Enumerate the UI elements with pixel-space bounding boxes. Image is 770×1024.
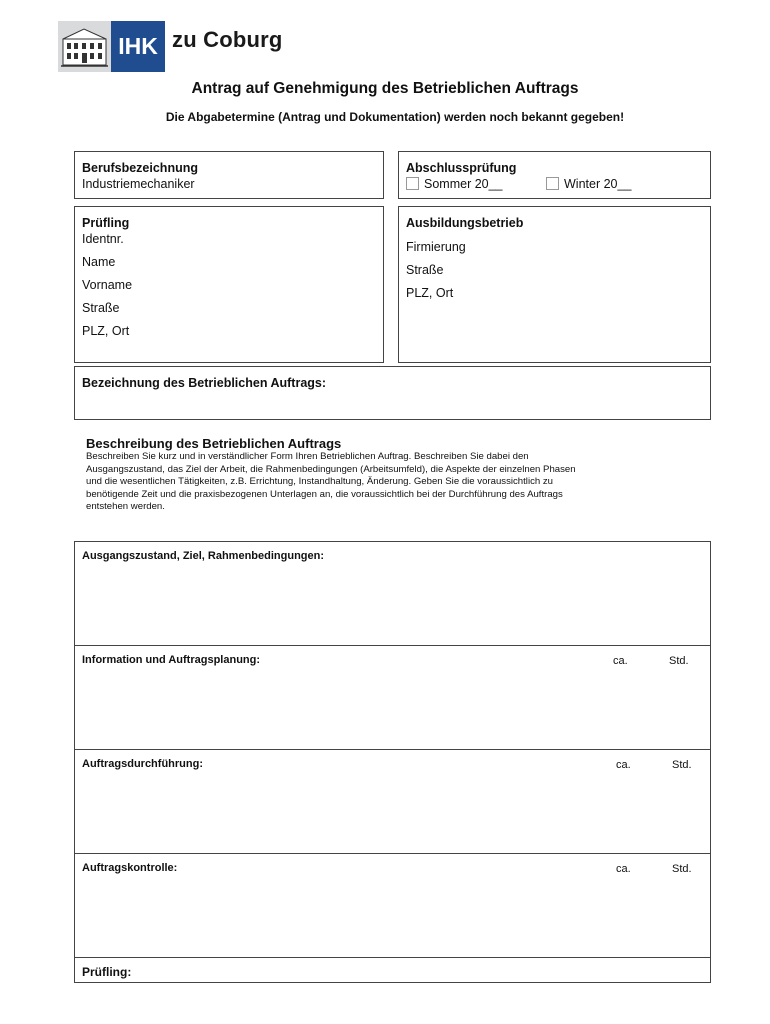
winter-option[interactable]: [546, 177, 631, 191]
section-kontrolle[interactable]: [75, 854, 710, 958]
beschreibung-text: [86, 451, 706, 514]
section-information[interactable]: [75, 646, 710, 750]
beschreibung-line: entstehen werden.: [86, 501, 165, 513]
beruf-label: Berufsbezeichnung: [82, 161, 198, 175]
footer-pruefling[interactable]: [75, 958, 710, 982]
ca-label: ca.: [616, 759, 631, 771]
building-logo-icon: [58, 21, 111, 72]
winter-checkbox[interactable]: [546, 177, 559, 190]
pruefling-field-strasse[interactable]: Straße: [82, 301, 120, 315]
pruefung-box: [398, 151, 711, 199]
page-subtitle: Die Abgabetermine (Antrag und Dokumentation) werden noch bekannt gegeben!: [165, 110, 625, 124]
betrieb-field-plz-ort[interactable]: PLZ, Ort: [406, 286, 454, 300]
pruefling-box: [74, 206, 384, 363]
beschreibung-line: Ausgangszustand, das Ziel der Arbeit, die Rahmenbedingungen (Arbeitsumfeld), die Aspekte der einzelnen Phasen: [86, 463, 576, 475]
sections-table: [74, 541, 711, 983]
beschreibung-line: benötigende Zeit und die praxisbezogenen Unterlagen an, die voraussichtlich bei der Durchführung des Auftrags: [86, 488, 563, 500]
ca-label: ca.: [616, 863, 631, 875]
beschreibung-line: Beschreiben Sie kurz und in verständlicher Form Ihren Betrieblichen Auftrag. Beschreiben Sie dabei den: [86, 451, 529, 462]
beruf-box: [74, 151, 384, 199]
pruefling-field-vorname[interactable]: Vorname: [82, 278, 133, 292]
page-title: Antrag auf Genehmigung des Betrieblichen Auftrags: [191, 80, 579, 97]
std-label: Std.: [672, 863, 692, 875]
pruefling-field-plz-ort[interactable]: PLZ, Ort: [82, 324, 130, 338]
summer-checkbox[interactable]: [406, 177, 419, 190]
pruefling-field-name[interactable]: Name: [82, 255, 116, 269]
betrieb-label: Ausbildungsbetrieb: [406, 216, 524, 230]
beschreibung-line: und die wesentlichen Tätigkeiten, z.B. Errichtung, Instandhaltung, Änderung. Geben Sie die voraussichtlich zu: [86, 476, 554, 488]
org-name: zu Coburg: [172, 27, 283, 52]
summer-label: Sommer 20__: [424, 177, 503, 191]
pruefling-field-identnr[interactable]: Identnr.: [82, 232, 124, 246]
std-label: Std.: [669, 655, 689, 667]
pruefling-label: Prüfling: [82, 216, 130, 230]
betrieb-field-strasse[interactable]: Straße: [406, 263, 444, 277]
betrieb-field-firmierung[interactable]: Firmierung: [406, 240, 466, 254]
winter-label: Winter 20__: [564, 177, 632, 191]
auftrag-box[interactable]: [74, 366, 711, 420]
ihk-logo-badge: IHK: [111, 21, 165, 72]
section-durchfuehrung[interactable]: [75, 750, 710, 854]
section-ausgangszustand[interactable]: [75, 542, 710, 646]
footer-pruefling-label: Prüfling:: [82, 965, 132, 979]
std-label: Std.: [672, 759, 692, 771]
section-label: Auftragskontrolle:: [82, 862, 178, 874]
auftrag-label: Bezeichnung des Betrieblichen Auftrags:: [82, 376, 327, 390]
betrieb-box: [398, 206, 711, 363]
section-label: Auftragsdurchführung:: [82, 758, 203, 770]
section-label: Ausgangszustand, Ziel, Rahmenbedingungen:: [82, 550, 325, 562]
beschreibung-heading: Beschreibung des Betrieblichen Auftrags: [86, 436, 342, 451]
pruefung-label: Abschlussprüfung: [406, 161, 517, 175]
ca-label: ca.: [613, 655, 628, 667]
section-label: Information und Auftragsplanung:: [82, 654, 261, 666]
summer-option[interactable]: [406, 177, 503, 191]
beruf-value[interactable]: Industriemechaniker: [82, 177, 195, 191]
